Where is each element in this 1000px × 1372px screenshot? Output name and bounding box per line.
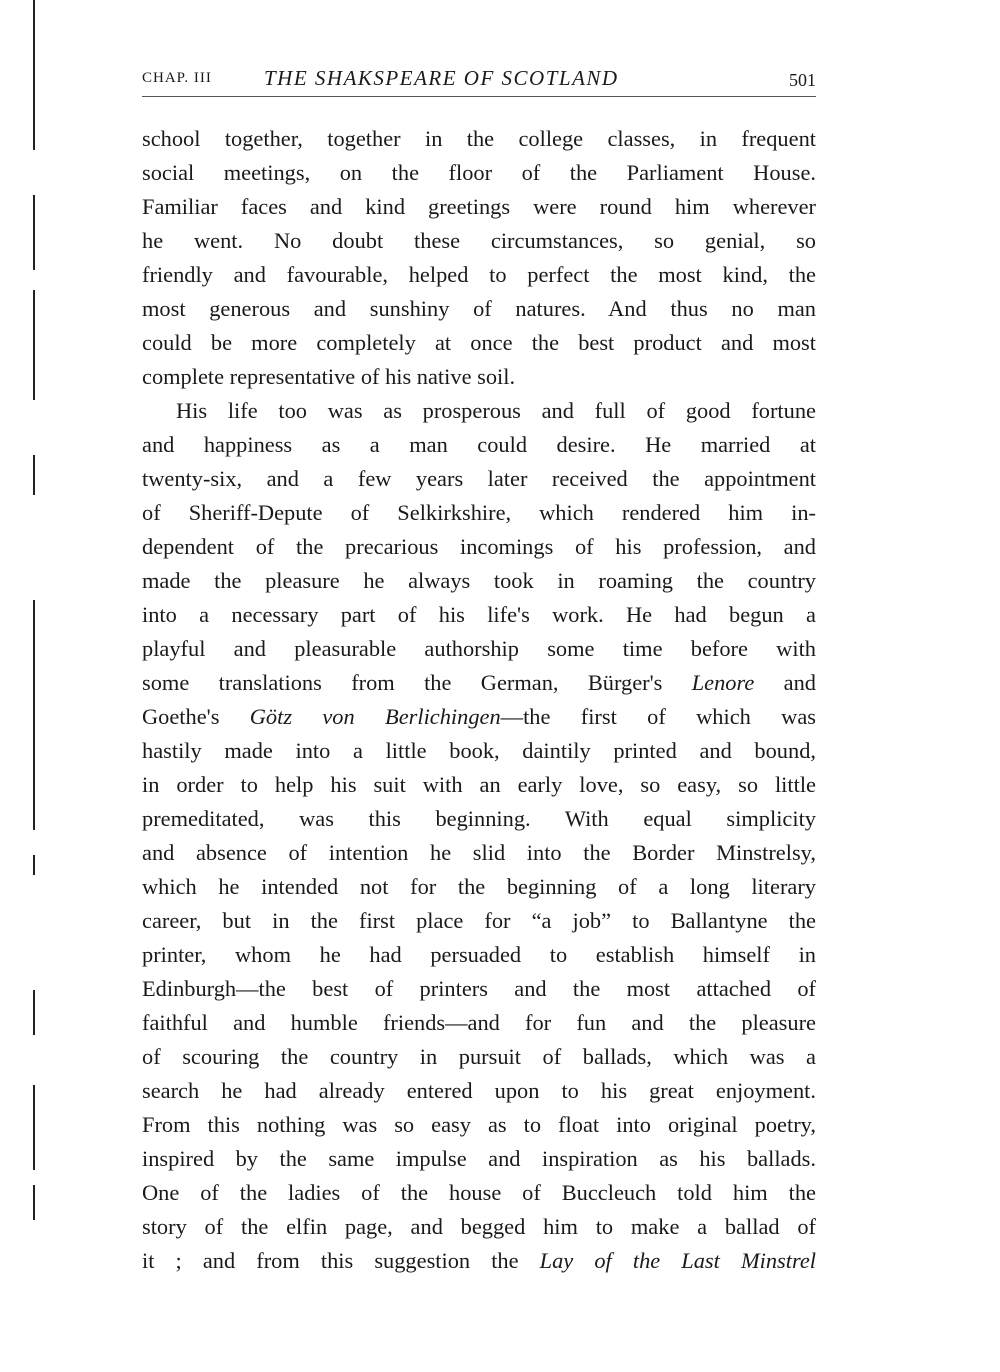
text-line: search he had already entered upon to his great enjoyment. (142, 1078, 816, 1103)
text-line: of scouring the country in pursuit of ballads, which was a (142, 1044, 816, 1069)
text-line: social meetings, on the floor of the Parliament House. (142, 160, 816, 185)
page-number: 501 (789, 70, 816, 90)
text-line: in order to help his suit with an early love, so easy, so little (142, 772, 816, 797)
text-line: most generous and sunshiny of natures. And thus no man (142, 296, 816, 321)
margin-mark (33, 1085, 35, 1170)
text-line: printer, whom he had persuaded to establish himself in (142, 942, 816, 967)
running-header (142, 66, 816, 97)
text-line: some translations from the German, Bürger's Lenore and (142, 670, 816, 695)
italic-title: Götz von Berlichingen (249, 704, 501, 729)
text-line: playful and pleasurable authorship some time before with (142, 636, 816, 661)
text-line: he went. No doubt these circumstances, so genial, so (142, 228, 816, 253)
text-line: of Sheriff-Depute of Selkirkshire, which rendered him in- (142, 500, 816, 525)
margin-mark (33, 455, 35, 495)
text-line: inspired by the same impulse and inspiration as his ballads. (142, 1146, 816, 1171)
body-text (142, 122, 816, 1278)
margin-mark (33, 195, 35, 270)
running-title: THE SHAKSPEARE OF SCOTLAND (264, 66, 619, 90)
text-line: dependent of the precarious incomings of his profession, and (142, 534, 816, 559)
text-line: From this nothing was so easy as to float into original poetry, (142, 1112, 816, 1137)
margin-mark (33, 0, 35, 150)
text-line: His life too was as prosperous and full of good fortune (176, 398, 816, 423)
margin-mark (33, 1185, 35, 1220)
text-line: premeditated, was this beginning. With equal simplicity (142, 806, 816, 831)
text-line: and absence of intention he slid into the Border Minstrelsy, (142, 840, 816, 865)
text-line: school together, together in the college classes, in frequent (142, 126, 816, 151)
margin-mark (33, 290, 35, 400)
text-line: Familiar faces and kind greetings were round him wherever (142, 194, 816, 219)
text-line: story of the elfin page, and begged him to make a ballad of (142, 1214, 816, 1239)
margin-mark (33, 600, 35, 830)
text-line: made the pleasure he always took in roaming the country (142, 568, 816, 593)
text-line: One of the ladies of the house of Buccleuch told him the (142, 1180, 816, 1205)
text-line: which he intended not for the beginning of a long literary (142, 874, 816, 899)
text-line: twenty-six, and a few years later received the appointment (142, 466, 816, 491)
margin-mark (33, 855, 35, 875)
text-line: friendly and favourable, helped to perfect the most kind, the (142, 262, 816, 287)
italic-title: Lay of the Last Minstrel (539, 1248, 816, 1273)
text-line: into a necessary part of his life's work. He had begun a (142, 602, 816, 627)
text-line: could be more completely at once the best product and most (142, 330, 816, 355)
text-line: faithful and humble friends—and for fun and the pleasure (142, 1010, 816, 1035)
text-line: complete representative of his native soil. (142, 364, 516, 389)
text-line: Goethe's Götz von Berlichingen—the first of which was (142, 704, 816, 729)
text-line: and happiness as a man could desire. He married at (142, 432, 816, 457)
chapter-label: CHAP. III (142, 70, 212, 86)
text-line: it ; and from this suggestion the Lay of the Last Minstrel (142, 1248, 816, 1273)
text-line: hastily made into a little book, daintily printed and bound, (142, 738, 816, 763)
margin-mark (33, 990, 35, 1035)
text-line: Edinburgh—the best of printers and the most attached of (142, 976, 816, 1001)
text-line: career, but in the first place for “a job” to Ballantyne the (142, 908, 816, 933)
italic-title: Lenore (691, 670, 755, 695)
